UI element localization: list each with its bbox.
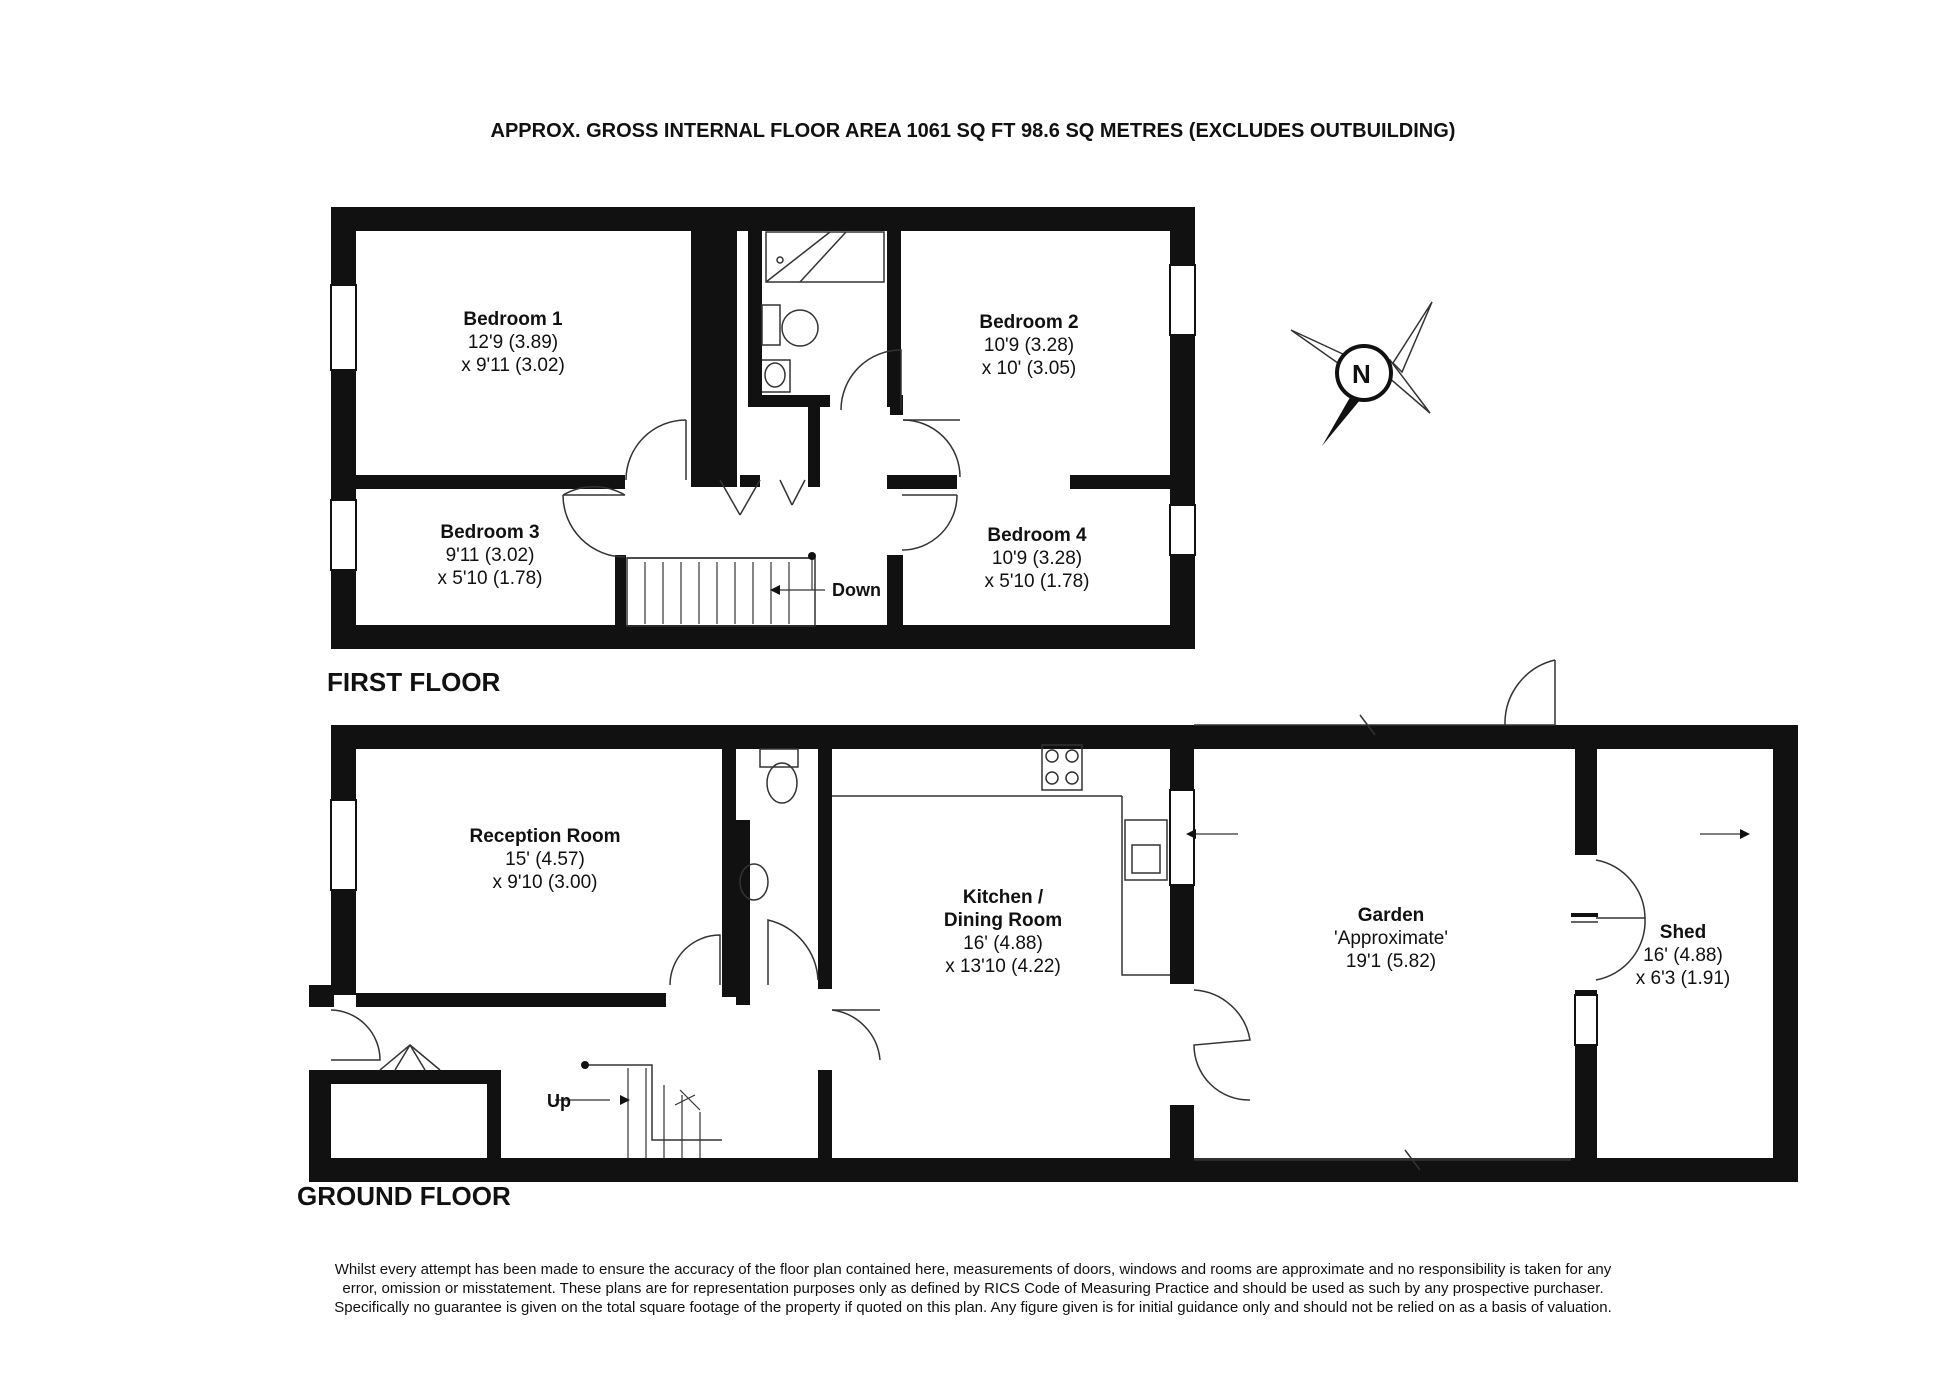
room-dimension: x 5'10 (1.78) xyxy=(984,571,1090,592)
room-dimension: 10'9 (3.28) xyxy=(991,548,1083,569)
room-name-line-2: Dining Room xyxy=(943,910,1063,931)
room-shed xyxy=(1636,921,1730,990)
room-name: Shed xyxy=(1659,922,1707,943)
room-bedroom-1 xyxy=(461,308,565,377)
disclaimer-line: Specifically no guarantee is given on the total square footage of the property if quoted on this plan. Any figure given is for initial guidance only and should not be relied on as a basis of valuation. xyxy=(334,1299,1612,1316)
room-dimension: 19'1 (5.82) xyxy=(1345,951,1437,972)
room-garden xyxy=(1334,904,1448,973)
floor-area-title: APPROX. GROSS INTERNAL FLOOR AREA 1061 SQ FT 98.6 SQ METRES (EXCLUDES OUTBUILDING) xyxy=(490,120,1456,142)
stairs-up-label: Up xyxy=(547,1091,571,1111)
room-name: Reception Room xyxy=(469,826,621,847)
room-name: Bedroom 2 xyxy=(979,312,1079,333)
disclaimer-line: Whilst every attempt has been made to ensure the accuracy of the floor plan contained here, measurements of doors, windows and rooms are approximate and no responsibility is taken for any xyxy=(334,1261,1612,1278)
compass-north-label: N xyxy=(1352,359,1371,389)
room-name: Kitchen / xyxy=(962,887,1044,908)
room-note: 'Approximate' xyxy=(1334,928,1448,949)
room-dimension: 15' (4.57) xyxy=(505,849,585,870)
room-dimension: x 6'3 (1.91) xyxy=(1635,968,1731,989)
disclaimer xyxy=(260,1260,1686,1317)
disclaimer-line: error, omission or misstatement. These plans are for representation purposes only as defined by RICS Code of Measuring Practice and should be used as such by any prospective purchaser. xyxy=(342,1280,1604,1297)
stairs-down-label: Down xyxy=(832,580,881,600)
room-name: Bedroom 1 xyxy=(463,309,563,330)
room-dimension: x 10' (3.05) xyxy=(981,358,1077,379)
room-dimension: x 13'10 (4.22) xyxy=(945,956,1061,977)
first-floor-label: FIRST FLOOR xyxy=(327,667,501,697)
room-reception xyxy=(470,825,621,894)
room-name: Bedroom 3 xyxy=(440,522,540,543)
room-dimension: x 9'10 (3.00) xyxy=(492,872,598,893)
room-dimension: 10'9 (3.28) xyxy=(983,335,1075,356)
room-bedroom-3 xyxy=(437,521,542,590)
room-bedroom-2 xyxy=(979,311,1078,380)
room-dimension: 16' (4.88) xyxy=(1643,945,1723,966)
room-dimension: 9'11 (3.02) xyxy=(445,545,535,566)
room-dimension: 12'9 (3.89) xyxy=(467,332,559,353)
room-kitchen-dining xyxy=(944,886,1062,978)
room-name: Bedroom 4 xyxy=(987,525,1087,546)
room-dimension: x 5'10 (1.78) xyxy=(437,568,543,589)
first-floor-stair-treads xyxy=(645,556,825,624)
room-name: Garden xyxy=(1357,905,1425,926)
room-dimension: 16' (4.88) xyxy=(963,933,1043,954)
ground-floor-label: GROUND FLOOR xyxy=(297,1181,511,1211)
room-dimension: x 9'11 (3.02) xyxy=(461,355,565,376)
room-bedroom-4 xyxy=(984,524,1089,593)
